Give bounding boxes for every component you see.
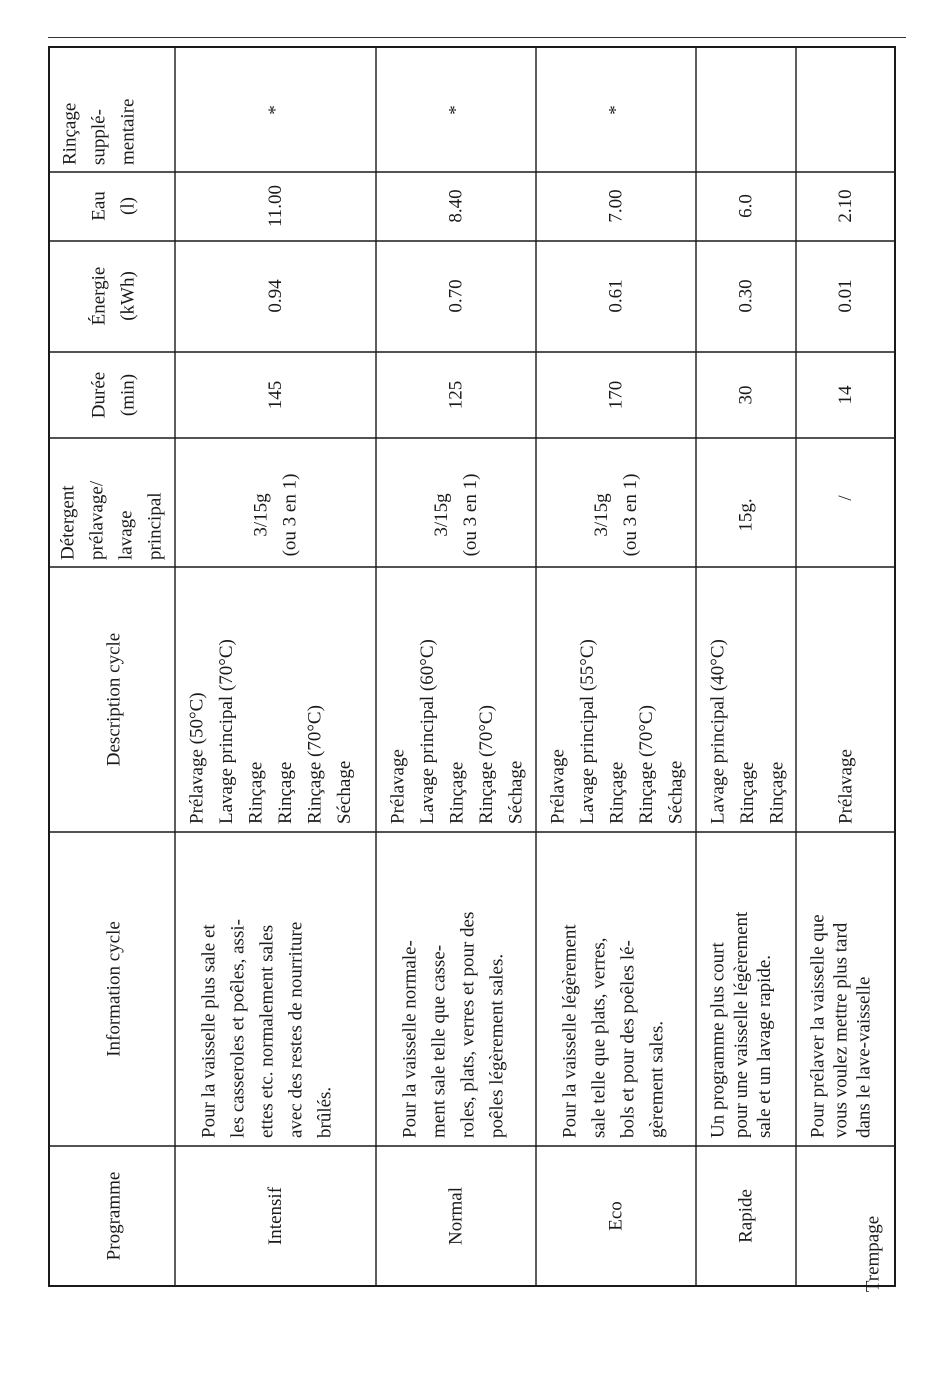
description-line: Rinçage (70°C) <box>476 705 497 824</box>
detergent-cell <box>431 474 481 557</box>
header-rincage-line: mentaire <box>117 98 139 165</box>
header-programme: Programme <box>103 1171 125 1261</box>
programme-name: Eco <box>605 1201 627 1231</box>
rincage-value: * <box>445 105 467 115</box>
description-line: Rinçage <box>446 761 468 824</box>
header-detergent-line: Détergent <box>57 485 79 560</box>
eau-value: 8.40 <box>445 189 467 223</box>
header-duree-line: Durée <box>88 371 110 419</box>
information-line: Pour prélaver la vaisselle que <box>807 914 829 1138</box>
header-rincage-line: Rinçage <box>59 102 81 165</box>
information-line: les casseroles et poêles, assi- <box>227 919 249 1138</box>
information-cell <box>400 912 508 1138</box>
information-line: pour une vaisselle légèrement <box>730 911 752 1138</box>
description-cell <box>836 749 857 824</box>
header-rincage-line: supplé- <box>88 109 110 165</box>
eau-value: 6.0 <box>735 194 757 218</box>
description-line: Lavage principal (70°C) <box>216 639 237 824</box>
description-line: Rinçage <box>606 761 628 824</box>
duree-value: 145 <box>265 380 286 410</box>
detergent-line: (ou 3 en 1) <box>620 473 641 557</box>
detergent-line: / <box>835 495 856 501</box>
description-line: Lavage principal (60°C) <box>417 639 438 824</box>
description-line: Prélavage <box>387 749 409 824</box>
information-line: dans le lave-vaisselle <box>853 976 875 1138</box>
eau-value: 2.10 <box>835 189 856 223</box>
description-line: Lavage principal (55°C) <box>577 639 598 824</box>
programme-name: Trempage <box>862 1215 884 1293</box>
detergent-line: 15g. <box>735 498 757 532</box>
information-line: sale telle que plats, verres, <box>588 937 610 1138</box>
description-line: Rinçage (70°C) <box>304 705 326 824</box>
header-rincage <box>60 99 139 165</box>
information-line: Un programme plus court <box>707 942 729 1138</box>
energie-value: 0.94 <box>265 279 286 313</box>
duree-value: 125 <box>445 380 467 410</box>
header-detergent <box>58 480 166 560</box>
description-line: Prélavage (50°C) <box>186 692 208 824</box>
detergent-line: 3/15g <box>250 493 272 537</box>
description-cell <box>548 639 687 824</box>
information-cell <box>708 911 776 1138</box>
energie-value: 0.30 <box>735 279 757 313</box>
information-line: Pour la vaisselle légèrement <box>559 924 581 1138</box>
header-eau <box>89 191 139 221</box>
description-line: Rinçage <box>245 761 267 824</box>
header-energie-line: Énergie <box>88 266 110 326</box>
information-line: Pour la vaisselle plus sale et <box>198 924 220 1138</box>
detergent-line: (ou 3 en 1) <box>279 473 301 557</box>
detergent-line: 3/15g <box>591 493 612 537</box>
detergent-cell <box>835 495 856 501</box>
information-cell <box>199 919 336 1138</box>
information-line: Pour la vaisselle normale- <box>399 940 421 1138</box>
header-detergent-line: lavage <box>115 510 137 560</box>
header-eau-line: Eau <box>88 191 110 221</box>
duree-value: 14 <box>835 385 856 405</box>
eau-value: 7.00 <box>605 189 627 223</box>
energie-value: 0.01 <box>835 279 856 313</box>
information-line: ettes etc. normalement sales <box>256 924 278 1138</box>
information-cell <box>560 924 668 1138</box>
header-detergent-line: prélavage/ <box>86 480 108 560</box>
detergent-cell <box>736 498 757 531</box>
information-line: vous voulez mettre plus tard <box>830 922 852 1138</box>
header-energie <box>88 267 139 326</box>
description-cell <box>708 639 788 824</box>
programme-name: Intensif <box>265 1186 286 1246</box>
detergent-cell <box>591 474 641 557</box>
header-description: Description cycle <box>103 632 125 767</box>
header-information: Information cycle <box>103 921 125 1057</box>
programme-name: Rapide <box>735 1189 757 1243</box>
information-line: poêles légèrement sales. <box>486 953 508 1138</box>
description-cell <box>187 639 356 824</box>
header-eau-line: (l) <box>117 197 139 215</box>
description-cell <box>388 639 527 824</box>
duree-value: 30 <box>735 385 757 405</box>
information-cell <box>808 914 875 1138</box>
description-line: Rinçage (70°C) <box>636 705 657 824</box>
rincage-value: * <box>265 105 286 115</box>
description-line: Séchage <box>334 760 355 824</box>
information-line: ment sale telle que casse- <box>428 944 450 1138</box>
detergent-line: 3/15g <box>431 493 452 537</box>
description-line: Prélavage <box>547 749 569 824</box>
header-energie-line: (kWh) <box>117 271 139 321</box>
energie-value: 0.70 <box>445 279 467 313</box>
header-duree-line: (min) <box>117 373 139 417</box>
information-line: bols et pour des poêles lé- <box>617 940 639 1138</box>
energie-value: 0.61 <box>605 279 627 313</box>
detergent-cell <box>251 474 301 557</box>
information-line: brûlés. <box>314 1086 336 1138</box>
rincage-value: * <box>605 105 627 115</box>
duree-value: 170 <box>605 380 627 410</box>
description-line: Séchage <box>505 760 527 824</box>
information-line: sale et un lavage rapide. <box>754 954 776 1138</box>
description-line: Lavage principal (40°C) <box>707 639 729 824</box>
detergent-line: (ou 3 en 1) <box>460 473 481 557</box>
information-line: gèrement sales. <box>646 1020 668 1138</box>
description-line: Prélavage <box>835 749 857 824</box>
description-line: Rinçage <box>737 761 758 824</box>
description-line: Rinçage <box>275 761 296 824</box>
programme-name: Normal <box>445 1186 467 1246</box>
description-line: Séchage <box>665 760 687 824</box>
information-line: avec des restes de nourriture <box>285 921 307 1138</box>
header-duree <box>89 372 139 418</box>
information-line: roles, plats, verres et pour des <box>457 911 479 1138</box>
description-line: Rinçage <box>766 761 788 824</box>
eau-value: 11.00 <box>265 184 286 228</box>
header-detergent-line: principal <box>144 492 166 560</box>
